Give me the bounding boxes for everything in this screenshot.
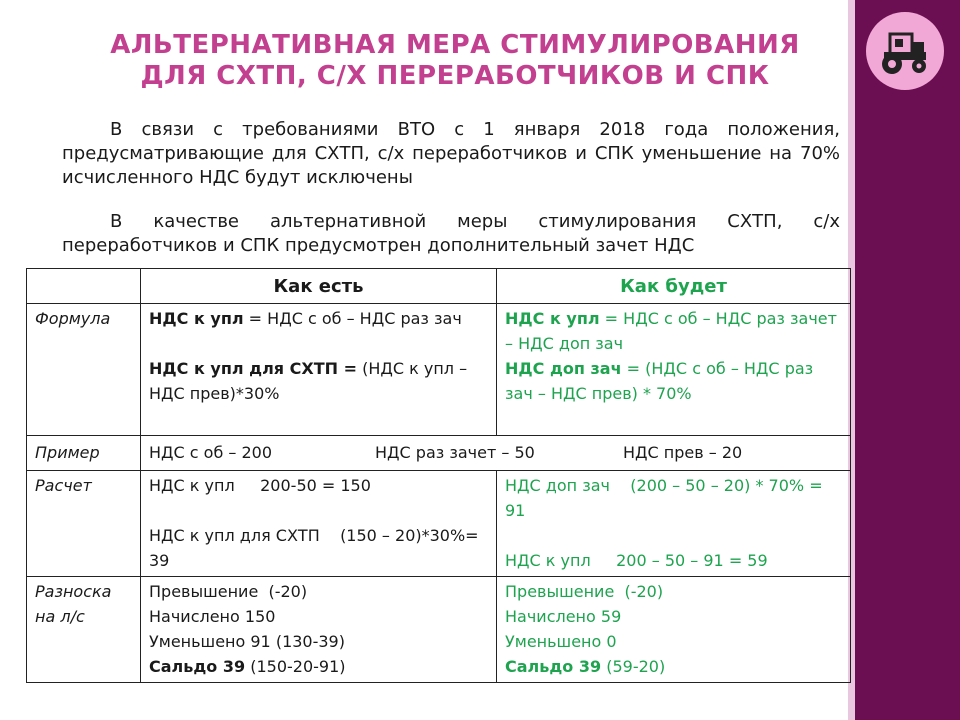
formula-current-2-rest: (НДС к упл – НДС прев)*30% <box>149 359 468 403</box>
row-label-calc: Расчет <box>27 471 141 577</box>
posting-current-3: Уменьшено 91 (130-39) <box>149 632 345 651</box>
formula-current-2-bold: НДС к упл для СХТП = <box>149 359 357 378</box>
header-empty <box>27 269 141 304</box>
posting-future-1: Превышение (-20) <box>505 582 664 601</box>
comparison-table <box>26 268 851 683</box>
sidebar <box>855 0 960 720</box>
row-label-posting: Разноска на л/с <box>27 577 141 683</box>
header-future: Как будет <box>497 269 851 304</box>
formula-future-1-rest: = НДС с об – НДС раз зачет – НДС доп зач <box>505 309 837 353</box>
table-row-example <box>27 436 851 471</box>
calc-current-1: НДС к упл 200-50 = 150 <box>149 476 371 495</box>
example-item-1: НДС с об – 200 <box>149 443 273 462</box>
calc-future-2: НДС к упл 200 – 50 – 91 = 59 <box>505 551 768 570</box>
tractor-logo <box>866 12 944 90</box>
paragraph-alternative: В качестве альтернативной меры стимулирования СХТП, с/х переработчиков и СПК предусмотрен дополнительный зачет НДС <box>62 211 840 256</box>
calc-current <box>141 471 497 577</box>
table-row-formula <box>27 304 851 436</box>
posting-current-1: Превышение (-20) <box>149 582 308 601</box>
formula-future-2-bold: НДС доп зач <box>505 359 622 378</box>
formula-current-1-rest: = НДС с об – НДС раз зач <box>243 309 462 328</box>
table-row-calc <box>27 471 851 577</box>
posting-future-2: Начислено 59 <box>505 607 622 626</box>
example-values <box>141 436 851 471</box>
posting-future-4-bold: Сальдо 39 <box>505 657 602 676</box>
formula-future <box>497 304 851 436</box>
posting-future <box>497 577 851 683</box>
calc-future <box>497 471 851 577</box>
posting-current-4-bold: Сальдо 39 <box>149 657 246 676</box>
row-label-example: Пример <box>27 436 141 471</box>
posting-current-4-rest: (150-20-91) <box>245 657 346 676</box>
posting-future-3: Уменьшено 0 <box>505 632 617 651</box>
formula-future-2-rest: = (НДС с об – НДС раз зач – НДС прев) * 70% <box>505 359 814 403</box>
posting-current-2: Начислено 150 <box>149 607 276 626</box>
posting-future-4-rest: (59-20) <box>601 657 666 676</box>
table-row-posting <box>27 577 851 683</box>
paragraph-wto: В связи с требованиями ВТО с 1 января 2018 года положения, предусматривающие для СХТП, с/х переработчиков и СПК уменьшение на 70% исчисленного НДС будут исключены <box>62 119 840 188</box>
formula-current <box>141 304 497 436</box>
tractor-icon <box>866 12 944 90</box>
table-header-row <box>27 269 851 304</box>
calc-current-2: НДС к упл для СХТП (150 – 20)*30%= 39 <box>149 526 484 570</box>
example-item-3: НДС прев – 20 <box>623 443 743 462</box>
row-label-formula: Формула <box>27 304 141 436</box>
slide-title <box>60 30 850 92</box>
calc-future-1: НДС доп зач (200 – 50 – 20) * 70% = 91 <box>505 476 828 520</box>
formula-current-1-bold: НДС к упл <box>149 309 244 328</box>
example-item-2: НДС раз зачет – 50 <box>375 443 535 462</box>
posting-current <box>141 577 497 683</box>
header-current: Как есть <box>141 269 497 304</box>
title-line-2: ДЛЯ СХТП, С/Х ПЕРЕРАБОТЧИКОВ И СПК <box>140 61 770 91</box>
formula-future-1-bold: НДС к упл <box>505 309 600 328</box>
title-line-1: АЛЬТЕРНАТИВНАЯ МЕРА СТИМУЛИРОВАНИЯ <box>110 30 800 60</box>
